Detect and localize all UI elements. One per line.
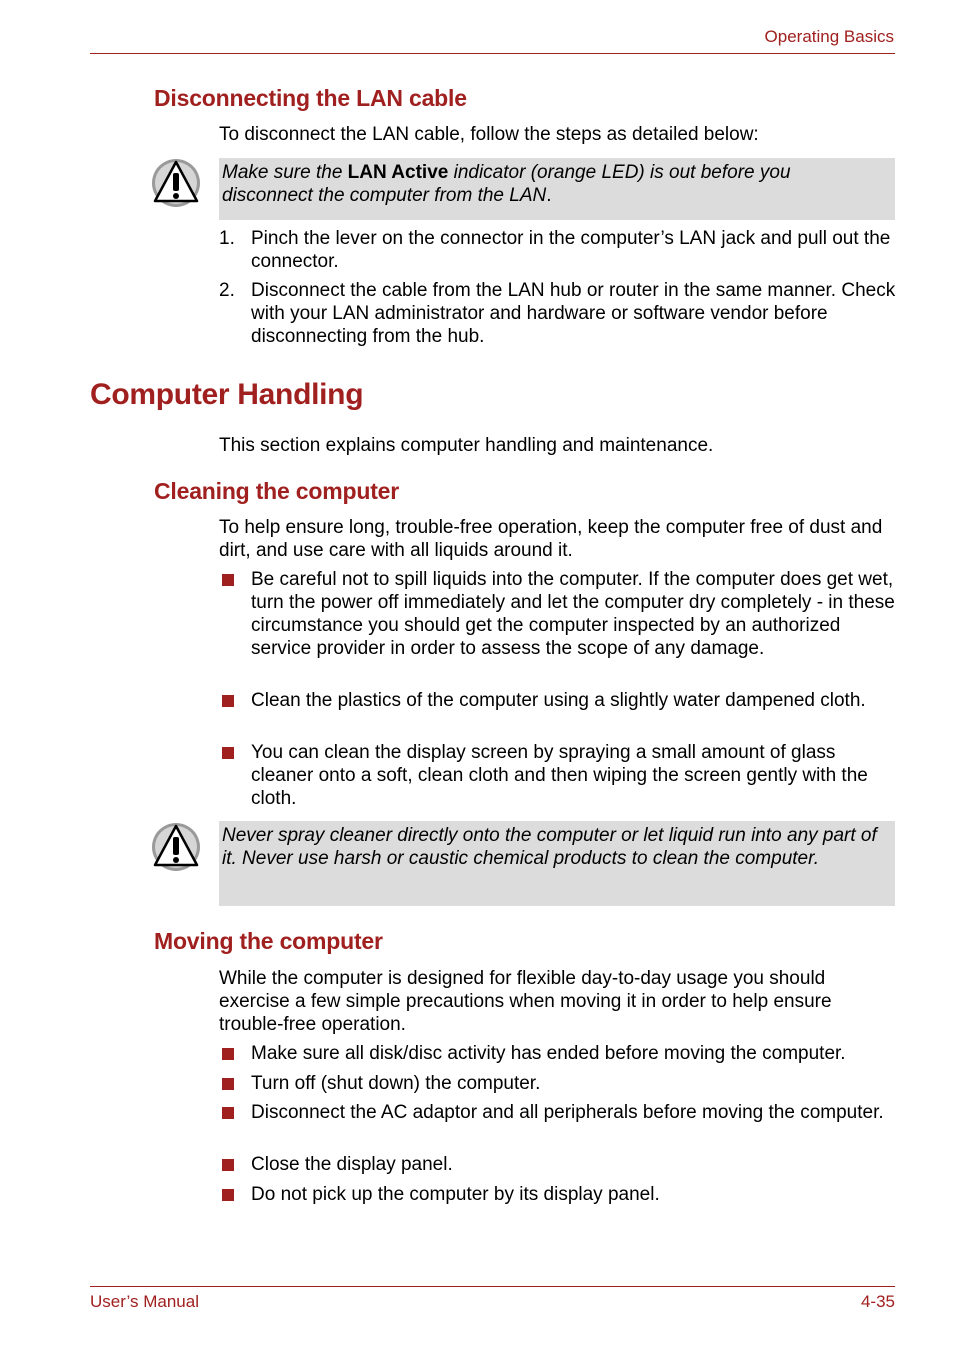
running-header: Operating Basics (764, 27, 894, 46)
step-number: 2. (219, 280, 235, 301)
bullet-marker (222, 1048, 234, 1060)
bullet-marker (222, 695, 234, 707)
moving-bullet-5: Do not pick up the computer by its display panel. (219, 1183, 899, 1206)
bullet-marker (222, 1107, 234, 1119)
lan-step-2 (219, 279, 899, 348)
step-number: 1. (219, 228, 235, 249)
step-text: Pinch the lever on the connector in the computer’s LAN jack and pull out the connector. (251, 228, 891, 272)
lan-intro: To disconnect the LAN cable, follow the steps as detailed below: (219, 124, 759, 145)
header-rule (90, 53, 895, 54)
moving-bullet-1: Make sure all disk/disc activity has ended before moving the computer. (219, 1042, 899, 1065)
bullet-marker (222, 1189, 234, 1201)
cleaning-intro: To help ensure long, trouble-free operation, keep the computer free of dust and dirt, and use care with all liquids around it. (219, 517, 883, 561)
moving-bullet-3: Disconnect the AC adaptor and all peripherals before moving the computer. (219, 1101, 899, 1124)
heading-disconnect-lan: Disconnecting the LAN cable (154, 85, 467, 111)
lan-active-label: LAN Active (347, 162, 449, 183)
moving-bullet-4: Close the display panel. (219, 1153, 899, 1176)
heading-computer-handling: Computer Handling (90, 378, 364, 411)
bullet-marker (222, 747, 234, 759)
moving-intro: While the computer is designed for flexible day-to-day usage you should exercise a few simple precautions when moving it in order to help ensure trouble-free operation. (219, 968, 832, 1035)
cleaning-bullet-3: You can clean the display screen by spraying a small amount of glass cleaner onto a soft, clean cloth and then wiping the screen gently with the cloth. (219, 741, 899, 810)
footer-rule (90, 1286, 895, 1287)
bullet-marker (222, 574, 234, 586)
cleaning-note: Never spray cleaner directly onto the computer or let liquid run into any part of it. Never use harsh or caustic chemical products to clean the computer. (219, 821, 895, 906)
warning-icon (150, 820, 202, 872)
cleaning-bullet-1: Be careful not to spill liquids into the computer. If the computer does get wet, turn the power off immediately and let the computer dry completely - in these circumstance you should get the computer inspected by an authorized service provider in order to assess the scope of any damage. (219, 568, 899, 660)
moving-bullet-2: Turn off (shut down) the computer. (219, 1072, 899, 1095)
page-number: 4-35 (860, 1292, 895, 1311)
cleaning-bullet-2: Clean the plastics of the computer using a slightly water dampened cloth. (219, 689, 899, 712)
bullet-marker (222, 1159, 234, 1171)
lan-note: Make sure the LAN Active indicator (orange LED) is out before you disconnect the computer from the LAN. (219, 158, 895, 220)
heading-moving: Moving the computer (154, 928, 383, 954)
handling-intro: This section explains computer handling and maintenance. (219, 435, 714, 456)
heading-cleaning: Cleaning the computer (154, 478, 399, 504)
step-text: Disconnect the cable from the LAN hub or router in the same manner. Check with your LAN administrator and hardware or software vendor before disconnecting from the hub. (251, 280, 896, 347)
footer-manual-title: User’s Manual (90, 1292, 199, 1311)
bullet-marker (222, 1078, 234, 1090)
lan-step-1 (219, 227, 899, 273)
warning-icon (150, 156, 202, 208)
